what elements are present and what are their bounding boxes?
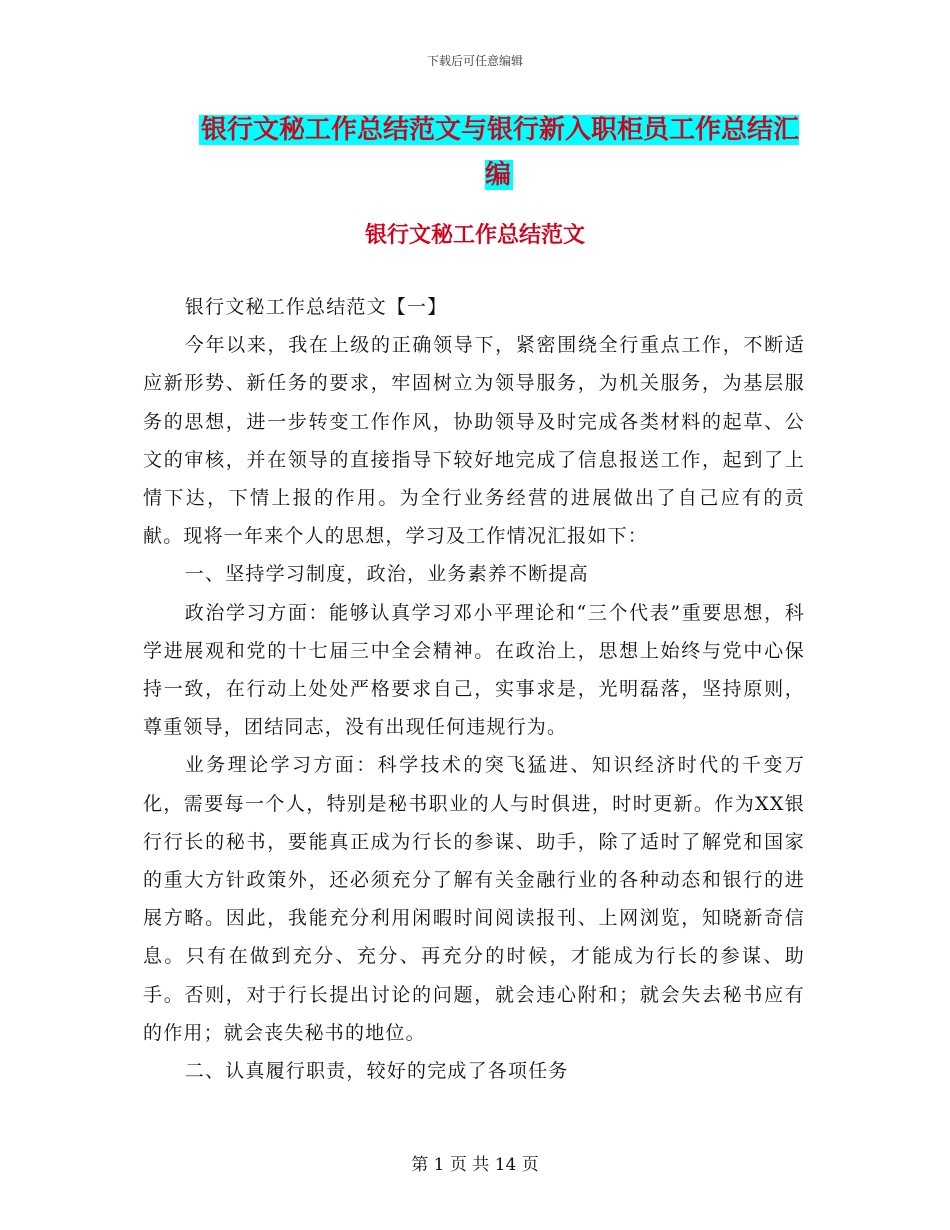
paragraph: 一、坚持学习制度，政治，业务素养不断提高 bbox=[184, 563, 589, 586]
document-body bbox=[143, 288, 805, 1090]
paragraph: 业务理论学习方面：科学技术的突飞猛进、知识经济时代的千变万化，需要每一个人，特别是秘书职业的人与时俱进，时时更新。作为XX银行行长的秘书，要能真正成为行长的参谋、助手，除了适时了解党和国家的重大方针政策外，还必须充分了解有关金融行业的各种动态和银行的进展方略。因此，我能充分利用闲暇时间阅读报刊、上网浏览，知晓新奇信息。只有在做到充分、充分、再充分的时候，才能成为行长的参谋、助手。否则，对于行长提出讨论的问题，就会违心附和；就会失去秘书应有的作用；就会丧失秘书的地位。 bbox=[143, 754, 805, 1044]
paragraph: 今年以来，我在上级的正确领导下，紧密围绕全行重点工作，不断适应新形势、新任务的要求，牢固树立为领导服务，为机关服务，为基层服务的思想，进一步转变工作作风，协助领导及时完成各类材料的起草、公文的审核，并在领导的直接指导下较好地完成了信息报送工作，起到了上情下达，下情上报的作用。为全行业务经营的进展做出了自己应有的贡献。现将一年来个人的思想，学习及工作情况汇报如下： bbox=[143, 334, 805, 548]
paragraph: 二、认真履行职责，较好的完成了各项任务 bbox=[184, 1060, 569, 1083]
document-title bbox=[193, 108, 805, 198]
section-title: 银行文秘工作总结范文 bbox=[364, 223, 585, 248]
document-title-text: 银行文秘工作总结范文与银行新入职柜员工作总结汇编 bbox=[200, 115, 799, 190]
paragraph: 银行文秘工作总结范文【一】 bbox=[184, 296, 448, 318]
page-footer: 第 1 页 共 14 页 bbox=[411, 1155, 539, 1175]
header-note: 下载后可任意编辑 bbox=[426, 54, 523, 68]
paragraph: 政治学习方面：能够认真学习邓小平理论和“三个代表”重要思想，科学进展观和党的十七届三中全会精神。在政治上，思想上始终与党中心保持一致，在行动上处处严格要求自己，实事求是，光明磊落，坚持原则，尊重领导，团结同志，没有出现任何违规行为。 bbox=[143, 601, 805, 739]
